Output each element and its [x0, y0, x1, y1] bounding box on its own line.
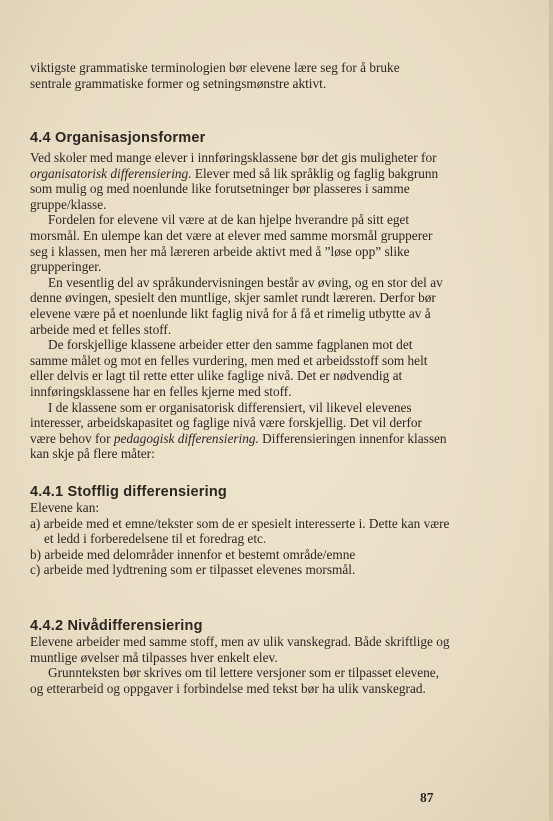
paragraph: Ved skoler med mange elever i innføringsklassene bør det gis muligheter for organisatorisk differensiering. Elever med så lik språklig og faglig bakgrunn som mulig og med noenlunde like forutsetninger bør plasseres i samme gruppe/klasse. [30, 150, 439, 212]
emphasis: organisatorisk differensiering. [30, 165, 192, 181]
heading-4-4-1: 4.4.1 Stofflig differensiering [30, 484, 227, 500]
section-4-4-2-body [30, 634, 450, 696]
heading-4-4: 4.4 Organisasjonsformer [30, 130, 206, 146]
section-4-4-1-body [30, 500, 450, 578]
paragraph: Grunnteksten bør skrives om til lettere versjoner som er tilpasset elevene, og etterarbeid og oppgaver i forbindelse med tekst bør ha ulik vanskegrad. [30, 665, 440, 696]
list-lead: Elevene kan: [30, 500, 100, 515]
paragraph: En vesentlig del av språkundervisningen består av øving, og en stor del av denne øvingen, spesielt den muntlige, skjer samlet rundt læreren. Derfor bør elevene være på et noenlunde likt faglig nivå for å få et rimelig utbytte av å arbeide med et felles stoff. [30, 274, 443, 337]
intro-text [30, 60, 450, 91]
paragraph: De forskjellige klassene arbeider etter den samme fagplanen mot det samme målet og mot en felles vurdering, men med et arbeidsstoff som helt eller delvis er lagt til rette etter ulike faglige nivå. Det er nødvendig at innføringsklassene har en felles kjerne med stoff. [30, 337, 428, 399]
list-item: c) arbeide med lydtrening som er tilpasset elevenes morsmål. [30, 562, 356, 578]
paragraph: Elevene arbeider med samme stoff, men av ulik vanskegrad. Både skriftlige og muntlige øvelser må tilpasses hver enkelt elev. [30, 634, 450, 665]
section-4-4-body [30, 150, 450, 462]
heading-4-4-2: 4.4.2 Nivådifferensiering [30, 618, 203, 634]
emphasis: pedagogisk differensiering. [113, 430, 259, 446]
intro-line: sentrale grammatiske former og setningsmønstre aktivt. [30, 75, 327, 91]
page-number: 87 [420, 790, 434, 805]
paragraph: I de klassene som er organisatorisk differensiert, vil likevel elevenes interesser, arbeidskapasitet og faglige nivå være forskjellig. Det vil derfor være behov for pedagogisk differensiering. Differensieringen innenfor klassen kan skje på flere måter: [30, 399, 447, 462]
list-item: b) arbeide med delområder innenfor et bestemt område/emne [30, 546, 356, 562]
paragraph: Fordelen for elevene vil være at de kan hjelpe hverandre på sitt eget morsmål. En ulempe kan det være at elever med samme morsmål grupperer seg i klassen, men her må læreren arbeide aktivt med å ”løse opp” slike grupperinger. [30, 212, 433, 275]
intro-line: viktigste grammatiske terminologien bør elevene lære seg for å bruke [30, 60, 400, 75]
list-item: a) arbeide med et emne/tekster som de er spesielt interesserte i. Dette kan være et ledd i forberedelsene til et foredrag etc. [30, 515, 450, 547]
page-edge [549, 0, 553, 821]
